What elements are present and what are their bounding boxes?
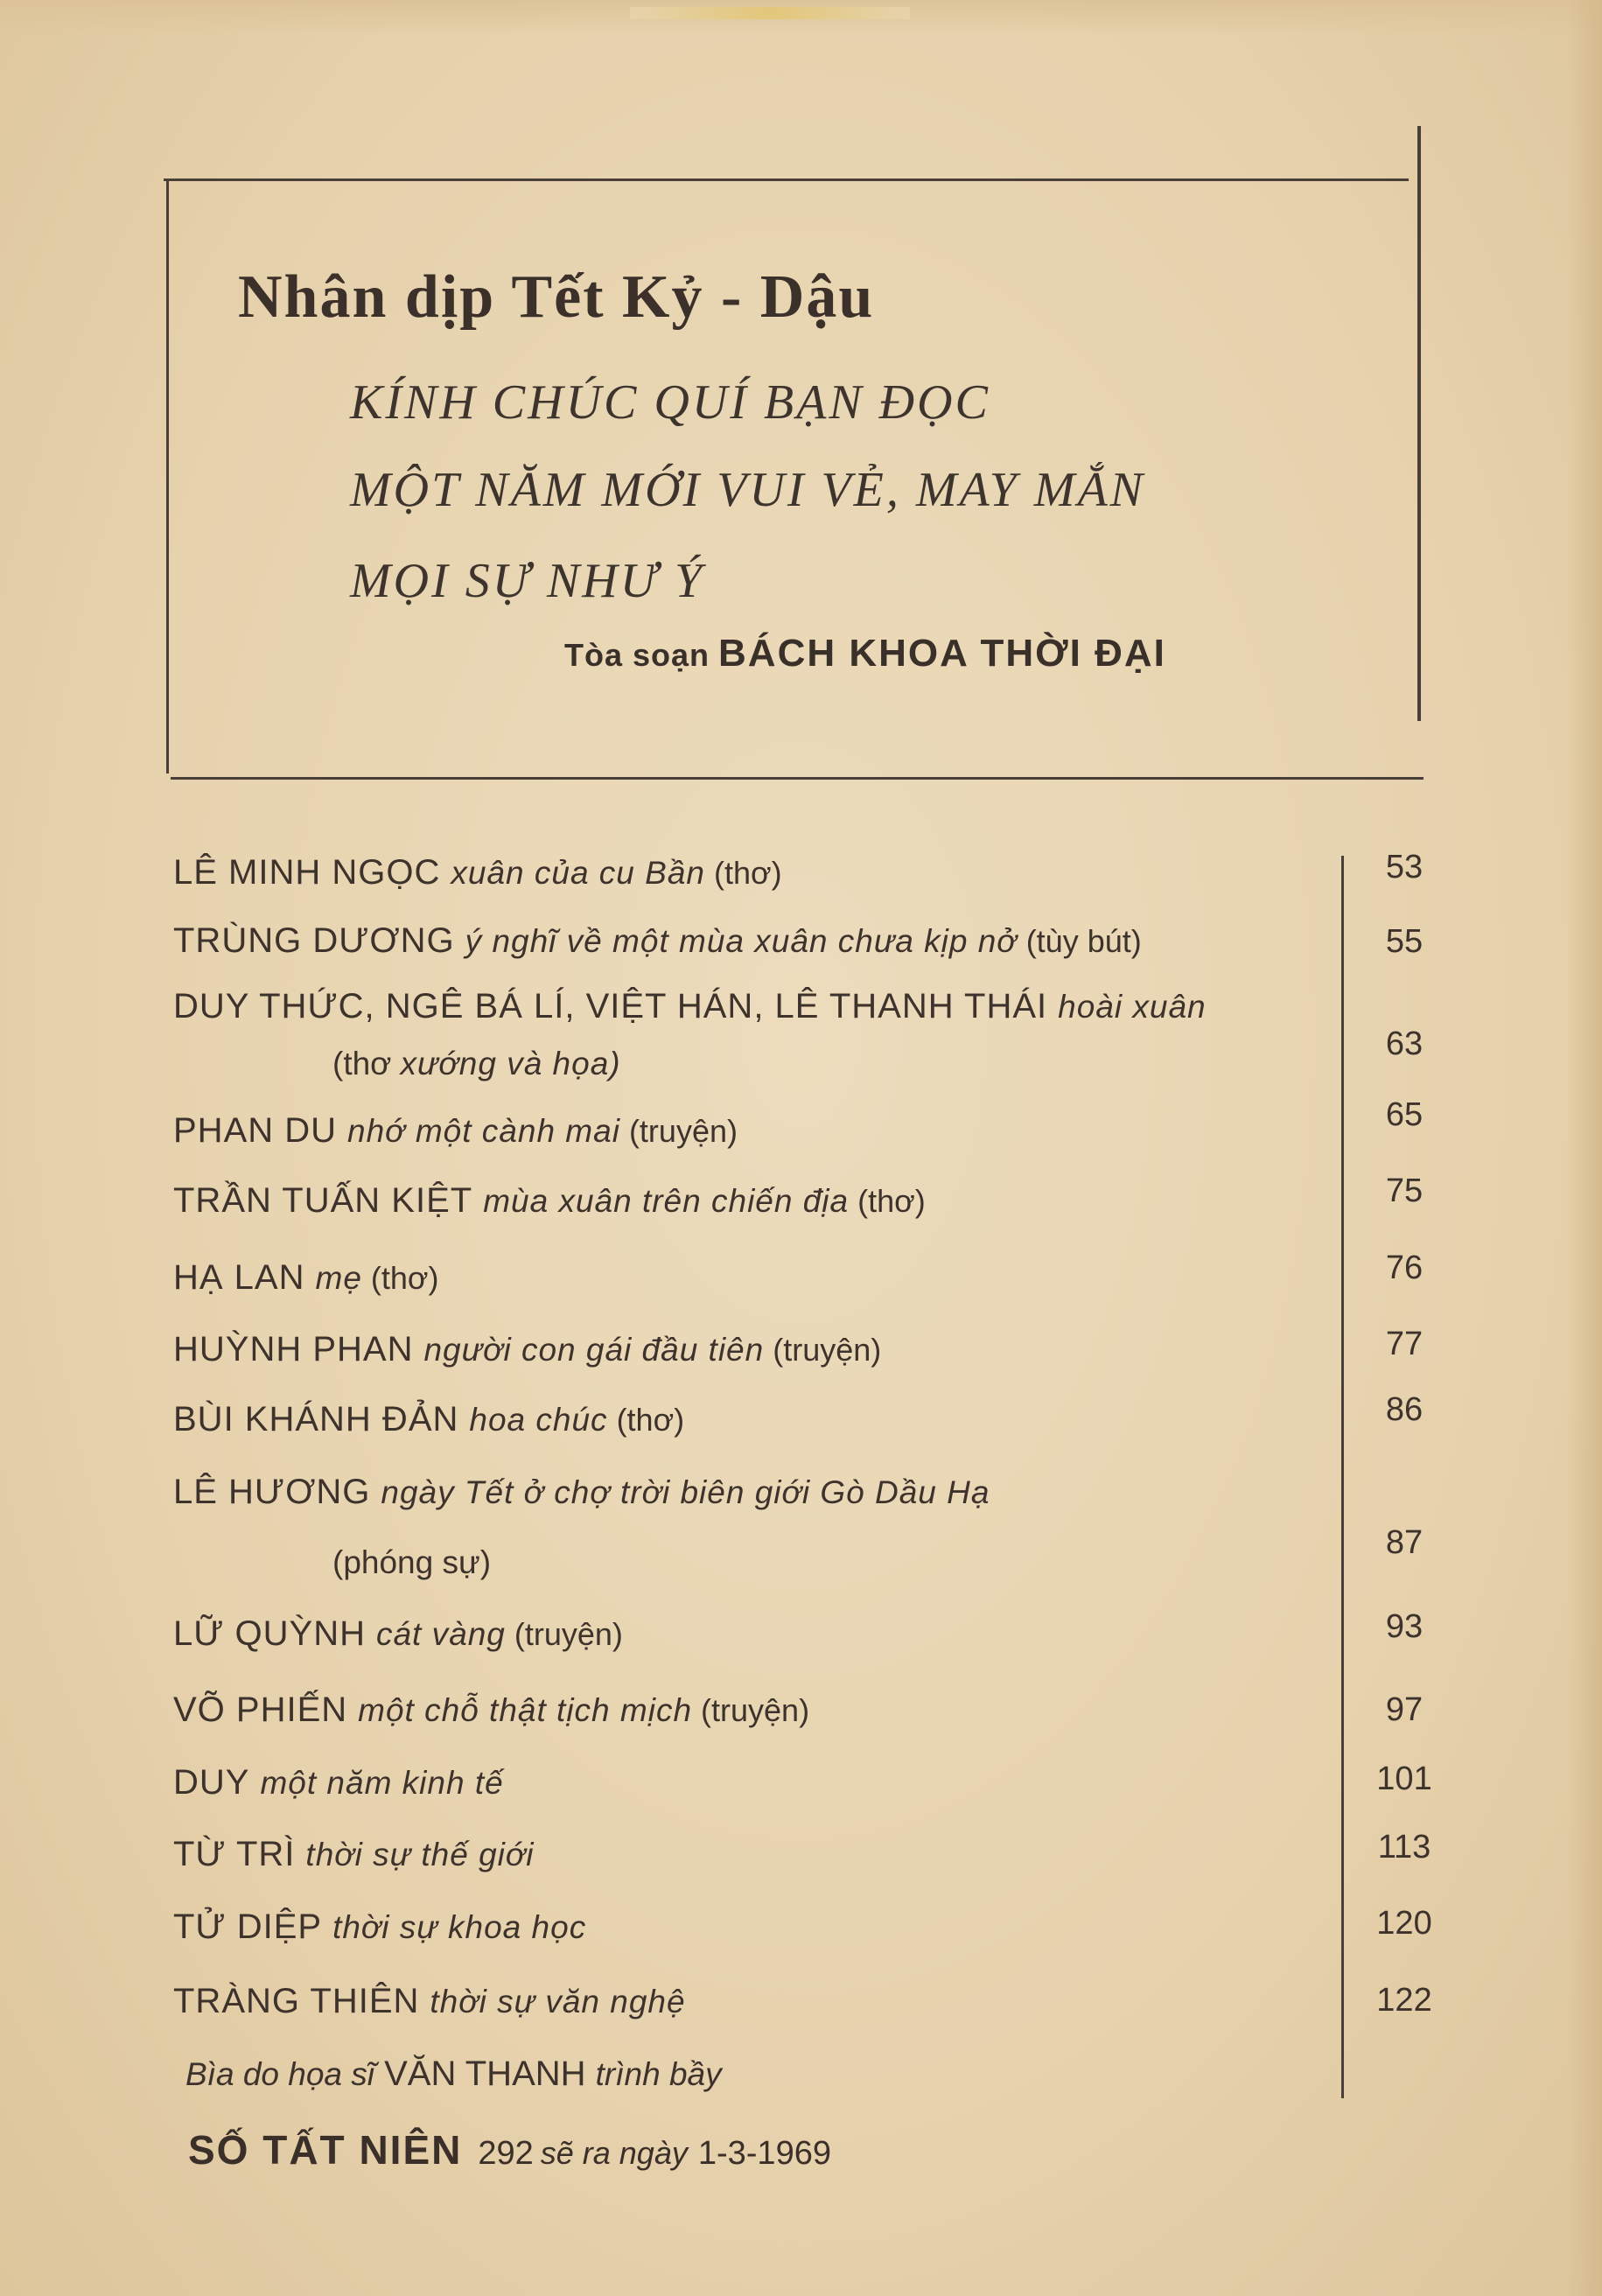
- issue-number: 292: [478, 2135, 534, 2172]
- toc-author: LÊ MINH NGỌC: [173, 853, 441, 892]
- toc-page-number: 75: [1385, 1172, 1424, 1209]
- toc-page-number: 93: [1385, 1608, 1424, 1645]
- toc-entry: [173, 1614, 1328, 1654]
- greeting-title: Nhân dịp Tết Kỷ - Dậu: [238, 263, 875, 331]
- toc-author: TRÀNG THIÊN: [173, 1982, 420, 2020]
- cover-credit: [185, 2054, 722, 2094]
- toc-work: thời sự thế giới: [305, 1837, 535, 1872]
- paper-tab-mark: [630, 7, 910, 19]
- toc-entry: [173, 1982, 1328, 2021]
- toc-genre: (thơ: [332, 1046, 392, 1082]
- toc-entry: [173, 1400, 1328, 1439]
- issue-label: SỐ TẤT NIÊN: [188, 2127, 463, 2173]
- toc-work: ý nghĩ về một mùa xuân chưa kịp nở: [465, 923, 1018, 959]
- toc-entry: [173, 1690, 1328, 1730]
- toc-genre: (truyện): [701, 1692, 810, 1728]
- toc-genre: (tùy bút): [1025, 923, 1142, 959]
- toc-page-number: 77: [1385, 1326, 1424, 1362]
- signature-name: BÁCH KHOA THỜI ĐẠI: [718, 632, 1166, 675]
- toc-author: TỪ TRÌ: [173, 1835, 296, 1873]
- toc-author: LỮ QUỲNH: [173, 1614, 366, 1653]
- signature-prefix: Tòa soạn: [564, 637, 710, 673]
- cover-artist: VĂN THANH: [384, 2054, 586, 2093]
- greeting-line-2: MỘT NĂM MỚI VUI VẺ, MAY MẮN: [350, 463, 1145, 517]
- toc-author: VÕ PHIẾN: [173, 1690, 348, 1729]
- toc-entry: [173, 853, 1328, 892]
- issue-date: 1-3-1969: [697, 2135, 831, 2172]
- toc-author: TRÙNG DƯƠNG: [173, 921, 455, 960]
- toc-page-number: 101: [1376, 1760, 1432, 1797]
- toc-work: cát vàng: [375, 1616, 506, 1652]
- toc-work: nhớ một cành mai: [347, 1113, 620, 1149]
- toc-work: xuân của cu Bần: [451, 855, 705, 891]
- toc-page-number: 63: [1385, 1026, 1424, 1062]
- greeting-box-left-border: [166, 178, 169, 774]
- toc-entry-continuation: [332, 1544, 491, 1581]
- toc-entry: [173, 1181, 1328, 1221]
- toc-genre: (thơ): [616, 1402, 685, 1438]
- cover-credit-pre: Bìa do họa sĩ: [185, 2056, 374, 2092]
- toc-genre: (truyện): [628, 1113, 738, 1149]
- toc-page-number: 53: [1385, 849, 1424, 886]
- toc-page-number: 97: [1385, 1691, 1424, 1728]
- toc-column-divider: [1341, 856, 1344, 2098]
- toc-entry: [173, 1111, 1328, 1151]
- issue-note: [188, 2126, 831, 2174]
- toc-entry: [173, 1835, 1328, 1874]
- toc-work: người con gái đầu tiên: [423, 1332, 765, 1368]
- toc-author: DUY: [173, 1763, 250, 1802]
- toc-genre: (phóng sự): [332, 1544, 492, 1580]
- toc-page-number: 87: [1385, 1524, 1424, 1561]
- toc-entry: [173, 921, 1328, 961]
- toc-work: một chỗ thật tịch mịch: [358, 1692, 693, 1728]
- toc-author: HUỲNH PHAN: [173, 1330, 414, 1368]
- toc-page-number: 86: [1385, 1391, 1424, 1428]
- paper-edge-right: [1567, 0, 1602, 2296]
- cover-credit-post: trình bầy: [595, 2056, 722, 2092]
- toc-author: PHAN DU: [173, 1111, 338, 1150]
- toc-author: TỬ DIỆP: [173, 1908, 323, 1946]
- toc-work: ngày Tết ở chợ trời biên giới Gò Dầu Hạ: [381, 1474, 990, 1510]
- toc-genre: (truyện): [773, 1332, 882, 1368]
- toc-genre: (thơ): [857, 1183, 926, 1219]
- toc-author: DUY THỨC, NGÊ BÁ LÍ, VIỆT HÁN, LÊ THANH THÁI: [173, 987, 1048, 1026]
- toc-work: mẹ: [315, 1260, 362, 1296]
- toc-work: hoa chúc: [469, 1402, 608, 1438]
- greeting-box-top-border: [164, 178, 1409, 181]
- toc-genre: (thơ): [370, 1260, 439, 1296]
- toc-entry: [173, 1763, 1328, 1802]
- toc-work: hoài xuân: [1058, 989, 1207, 1025]
- toc-page-number: 120: [1376, 1905, 1432, 1942]
- toc-genre: (truyện): [514, 1616, 623, 1652]
- toc-work: thời sự văn nghệ: [430, 1984, 686, 2020]
- toc-page-number: 65: [1385, 1096, 1424, 1133]
- toc-page-number: 122: [1376, 1982, 1432, 2019]
- toc-author: HẠ LAN: [173, 1258, 305, 1297]
- toc-work: mùa xuân trên chiến địa: [483, 1183, 850, 1219]
- toc-page-number: 55: [1385, 923, 1424, 960]
- greeting-box-right-border: [1417, 126, 1421, 721]
- toc-author: BÙI KHÁNH ĐẢN: [173, 1400, 459, 1438]
- toc-entry-continuation: [332, 1046, 621, 1082]
- toc-work: thời sự khoa học: [332, 1909, 587, 1945]
- greeting-line-1: KÍNH CHÚC QUÍ BẠN ĐỌC: [350, 375, 990, 430]
- greeting-line-3: MỌI SỰ NHƯ Ý: [350, 554, 705, 608]
- toc-entry: [173, 1908, 1328, 1947]
- toc-page-number: 76: [1385, 1250, 1424, 1286]
- greeting-signature: [564, 632, 1166, 676]
- toc-genre: (thơ): [714, 855, 782, 891]
- toc-work: xướng và họa): [400, 1046, 621, 1082]
- toc-work: một năm kinh tế: [260, 1765, 504, 1801]
- toc-entry: [173, 987, 1328, 1026]
- issue-middle: sẽ ra ngày: [540, 2135, 688, 2171]
- toc-author: LÊ HƯƠNG: [173, 1473, 371, 1511]
- toc-page-number: 113: [1377, 1829, 1431, 1866]
- greeting-box-bottom-border: [171, 777, 1424, 780]
- toc-entry: [173, 1473, 1328, 1512]
- toc-entry: [173, 1330, 1328, 1369]
- toc-entry: [173, 1258, 1328, 1298]
- toc-author: TRẦN TUẤN KIỆT: [173, 1181, 473, 1220]
